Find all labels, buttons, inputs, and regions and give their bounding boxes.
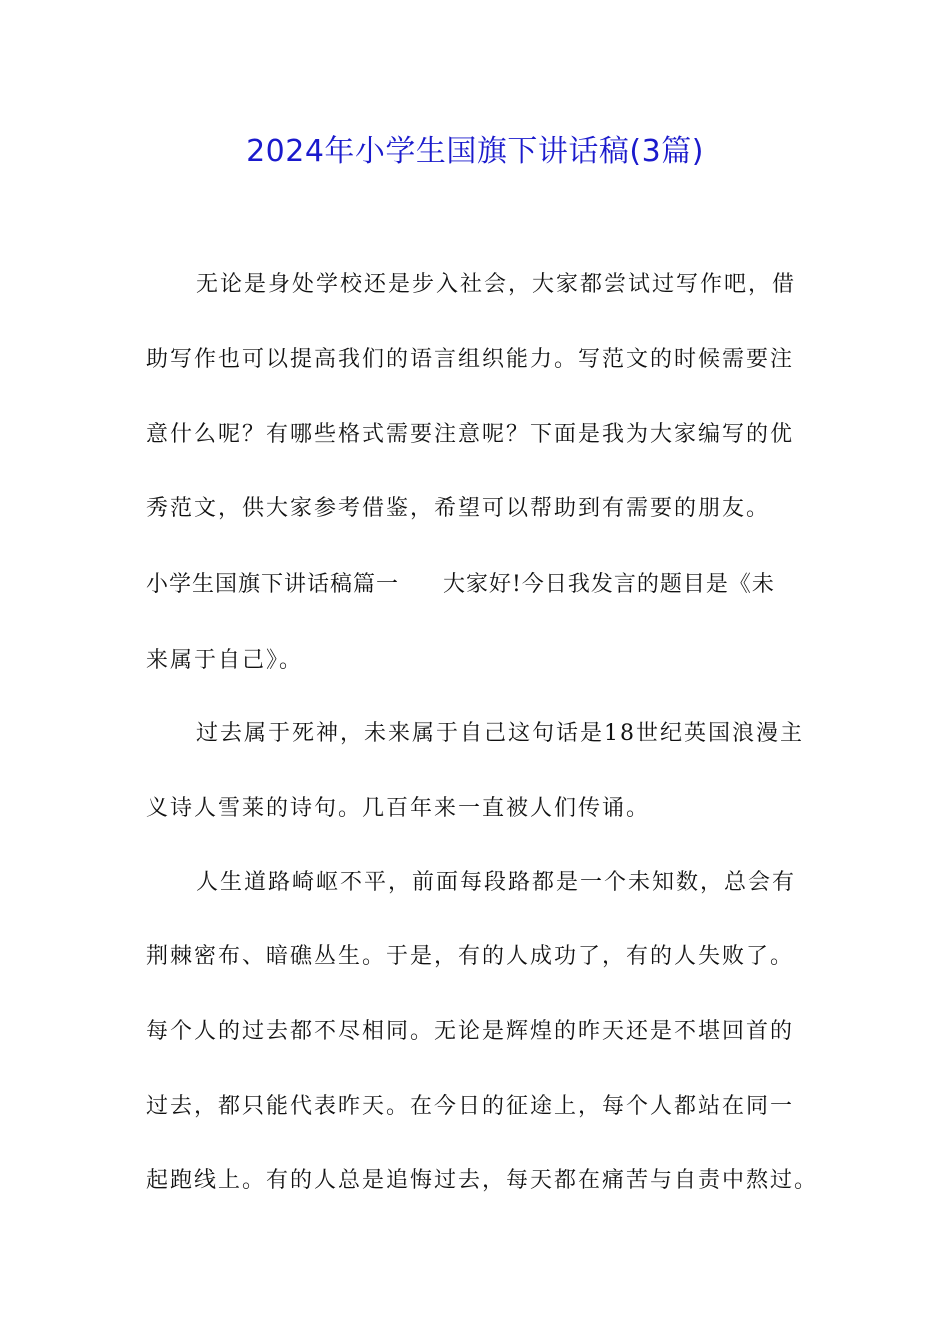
paragraph-line: 每个人的过去都不尽相同。无论是辉煌的昨天还是不堪回首的 — [146, 1019, 795, 1044]
paragraph-line: 大家好!今日我发言的题目是《未 — [443, 572, 775, 597]
paragraph-line: 来属于自己》。 — [146, 648, 304, 673]
section-heading-line — [146, 570, 775, 600]
paragraph-line: 起跑线上。有的人总是追悔过去，每天都在痛苦与自责中熬过。 — [146, 1168, 819, 1193]
paragraph-line: 过去属于死神，未来属于自己这句话是18世纪英国浪漫主 — [196, 721, 804, 746]
paragraph-line: 义诗人雪莱的诗句。几百年来一直被人们传诵。 — [146, 796, 651, 821]
paragraph-line: 助写作也可以提高我们的语言组织能力。写范文的时候需要注 — [146, 347, 795, 372]
paragraph-line: 过去，都只能代表昨天。在今日的征途上，每个人都站在同一 — [146, 1094, 795, 1119]
document-title: 2024年小学生国旗下讲话稿(3篇) — [246, 134, 704, 169]
paragraph-line: 意什么呢？有哪些格式需要注意呢？下面是我为大家编写的优 — [146, 422, 795, 447]
paragraph-line: 人生道路崎岖不平，前面每段路都是一个未知数，总会有 — [196, 870, 797, 895]
paragraph-line: 秀范文，供大家参考借鉴，希望可以帮助到有需要的朋友。 — [146, 496, 771, 521]
section-heading: 小学生国旗下讲话稿篇一 — [146, 572, 400, 597]
paragraph-line: 荆棘密布、暗礁丛生。于是，有的人成功了，有的人失败了。 — [146, 944, 795, 969]
paragraph-line: 无论是身处学校还是步入社会，大家都尝试过写作吧，借 — [196, 272, 797, 297]
